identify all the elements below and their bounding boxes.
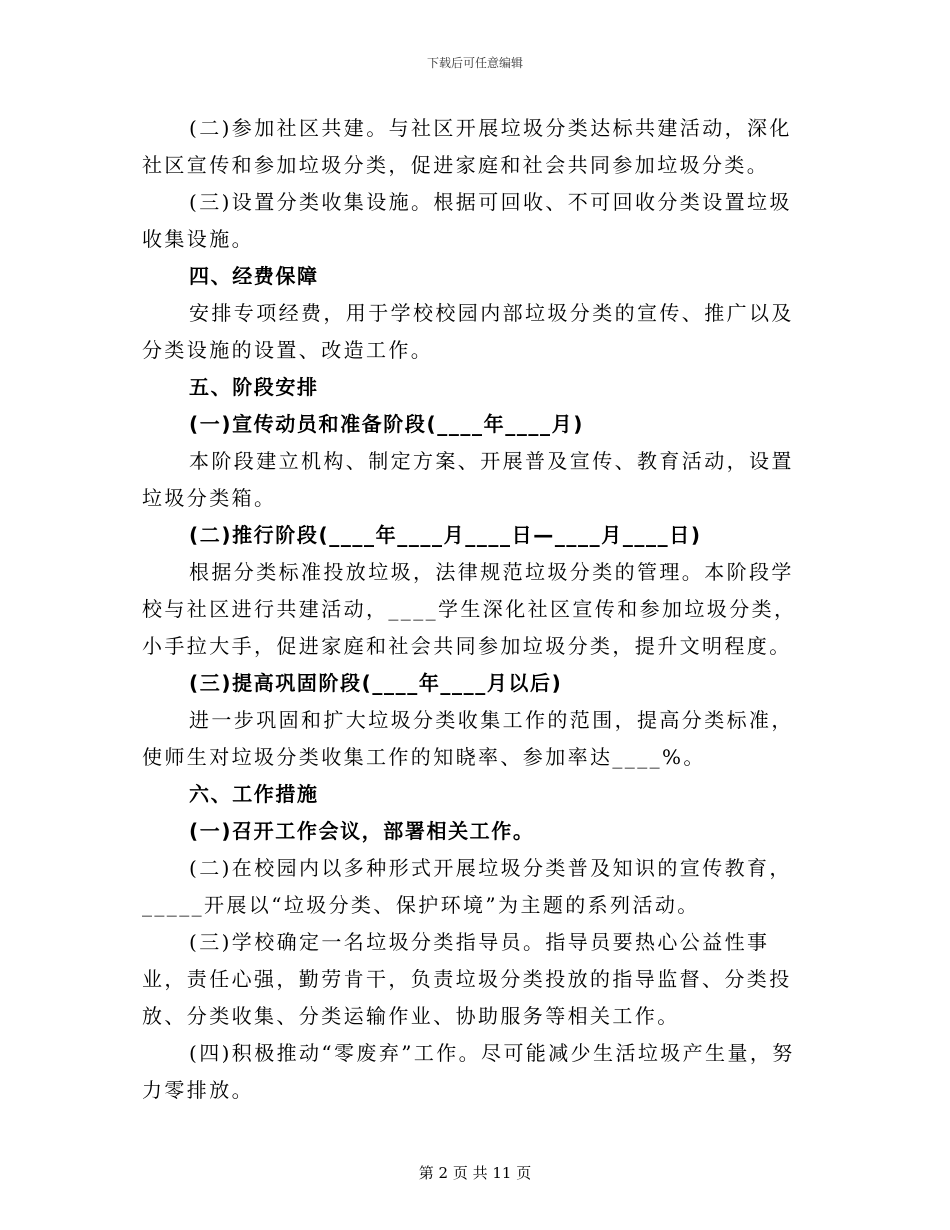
paragraph-funding: 安排专项经费，用于学校校园内部垃圾分类的宣传、推广以及分类设施的设置、改造工作。 [142,301,794,362]
paragraph-collection-facilities: (三)设置分类收集设施。根据可回收、不可回收分类设置垃圾收集设施。 [142,190,792,251]
measure-1: (一)召开工作会议，部署相关工作。 [189,819,535,843]
paragraph-stage-1: 本阶段建立机构、制定方案、开展普及宣传、教育活动，设置垃圾分类箱。 [142,449,794,510]
measure-4: (四)积极推动“零废弃”工作。尽可能减少生活垃圾产生量，努力零排放。 [142,1041,795,1102]
page-header: 下载后可任意编辑 [426,56,523,70]
subheading-stage-2: (二)推行阶段(____年____月____日—____月____日) [189,523,702,547]
paragraph-community-cobuild: (二)参加社区共建。与社区开展垃圾分类达标共建活动，深化社区宣传和参加垃圾分类，促进家庭和社会共同参加垃圾分类。 [142,116,792,177]
measure-2: (二)在校园内以多种形式开展垃圾分类普及知识的宣传教育，_____开展以“垃圾分类、保护环境”为主题的系列活动。 [142,856,792,917]
subheading-stage-3: (三)提高巩固阶段(____年____月以后) [189,671,563,695]
measure-3: (三)学校确定一名垃圾分类指导员。指导员要热心公益性事业，责任心强，勤劳肯干，负责垃圾分类投放的指导监督、分类投放、分类收集、分类运输作业、协助服务等相关工作。 [142,930,792,1028]
heading-measures: 六、工作措施 [189,782,319,806]
document-body [142,110,807,1109]
subheading-stage-1: (一)宣传动员和准备阶段(____年____月) [189,412,584,436]
page-footer: 第 2 页 共 11 页 [418,1164,532,1182]
heading-stages: 五、阶段安排 [189,375,319,399]
paragraph-stage-3: 进一步巩固和扩大垃圾分类收集工作的范围，提高分类标准，使师生对垃圾分类收集工作的知晓率、参加率达____%。 [142,708,794,769]
paragraph-stage-2: 根据分类标准投放垃圾，法律规范垃圾分类的管理。本阶段学校与社区进行共建活动，____学生深化社区宣传和参加垃圾分类，小手拉大手，促进家庭和社会共同参加垃圾分类，提升文明程度。 [142,560,797,658]
heading-funding: 四、经费保障 [189,264,319,288]
